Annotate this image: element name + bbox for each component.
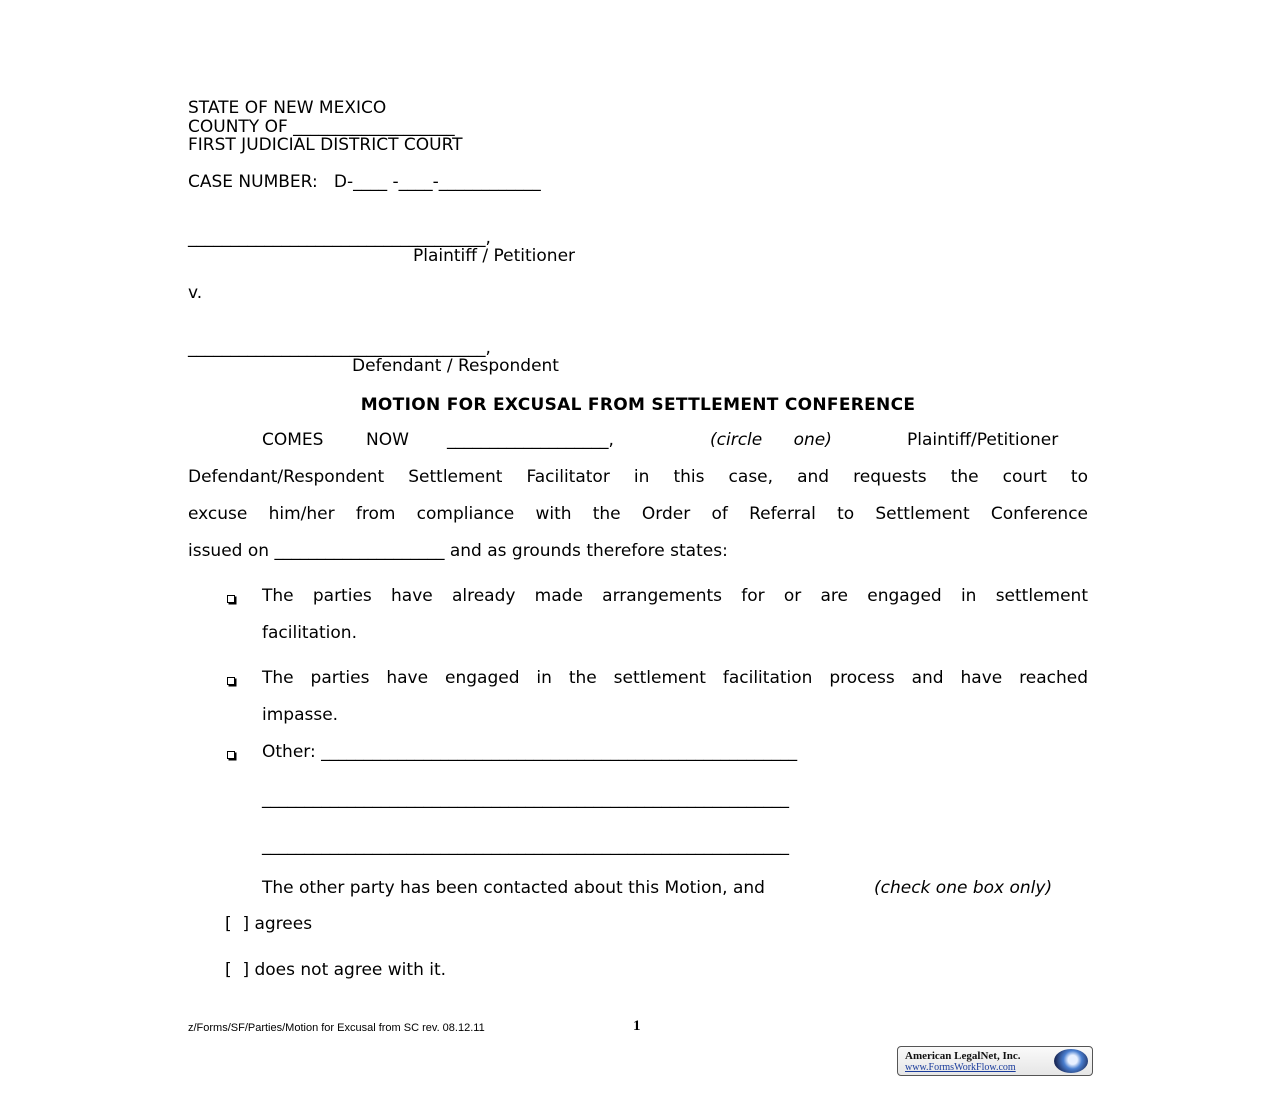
other-blank-line-2: ______________________________________________________________ [262, 789, 789, 809]
other-blank-line-3: ______________________________________________________________ [262, 836, 789, 856]
now-word: NOW [366, 430, 409, 450]
agrees-checkbox[interactable]: [ ] agrees [225, 914, 313, 934]
body-line-3: excuse him/her from compliance with the Order of Referral to Settlement Conference [188, 504, 1088, 524]
checkbox-icon[interactable] [227, 751, 235, 759]
body-line-4: issued on ____________________ and as grounds therefore states: [188, 541, 728, 561]
court-name: FIRST JUDICIAL DISTRICT COURT [188, 135, 463, 155]
option-impasse-line2: impasse. [262, 705, 339, 725]
footer-path: z/Forms/SF/Parties/Motion for Excusal from SC rev. 08.12.11 [188, 1022, 485, 1034]
defendant-blank-line: ___________________________________, [188, 338, 491, 358]
globe-icon [1054, 1049, 1088, 1073]
checkbox-icon[interactable] [227, 677, 235, 685]
comes-word: COMES [262, 430, 324, 450]
option-impasse-line1: The parties have engaged in the settlement facilitation process and have reached [262, 668, 1088, 688]
document-title: MOTION FOR EXCUSAL FROM SETTLEMENT CONFERENCE [360, 395, 916, 415]
disagrees-checkbox[interactable]: [ ] does not agree with it. [225, 960, 447, 980]
option-other: Other: ________________________________________________________ [262, 742, 798, 762]
versus: v. [188, 283, 203, 303]
state-heading: STATE OF NEW MEXICO [188, 98, 387, 118]
check-one-note: (check one box only) [874, 878, 1053, 898]
party-name-blank: ___________________, [447, 430, 614, 450]
option-arrangements-line1: The parties have already made arrangements for or are engaged in settlement [262, 586, 1088, 606]
county-line: COUNTY OF ___________________ [188, 117, 455, 137]
logo-company-name: American LegalNet, Inc. [905, 1050, 1021, 1062]
american-legalnet-logo[interactable] [897, 1046, 1093, 1076]
body-line-2: Defendant/Respondent Settlement Facilitator in this case, and requests the court to [188, 467, 1088, 487]
option-arrangements-line2: facilitation. [262, 623, 357, 643]
page-number: 1 [633, 1018, 641, 1034]
logo-url-link[interactable]: www.FormsWorkFlow.com [905, 1062, 1016, 1073]
defendant-label: Defendant / Respondent [352, 356, 559, 376]
circle-one-note: (circle one) [710, 430, 832, 450]
plaintiff-label: Plaintiff / Petitioner [413, 246, 576, 266]
plaintiff-blank-line: ___________________________________, [188, 228, 491, 248]
case-number: CASE NUMBER: D-____ -____-____________ [188, 172, 541, 192]
plaintiff-option: Plaintiff/Petitioner [907, 430, 1059, 450]
checkbox-icon[interactable] [227, 595, 235, 603]
contact-sentence: The other party has been contacted about this Motion, and [262, 878, 765, 898]
